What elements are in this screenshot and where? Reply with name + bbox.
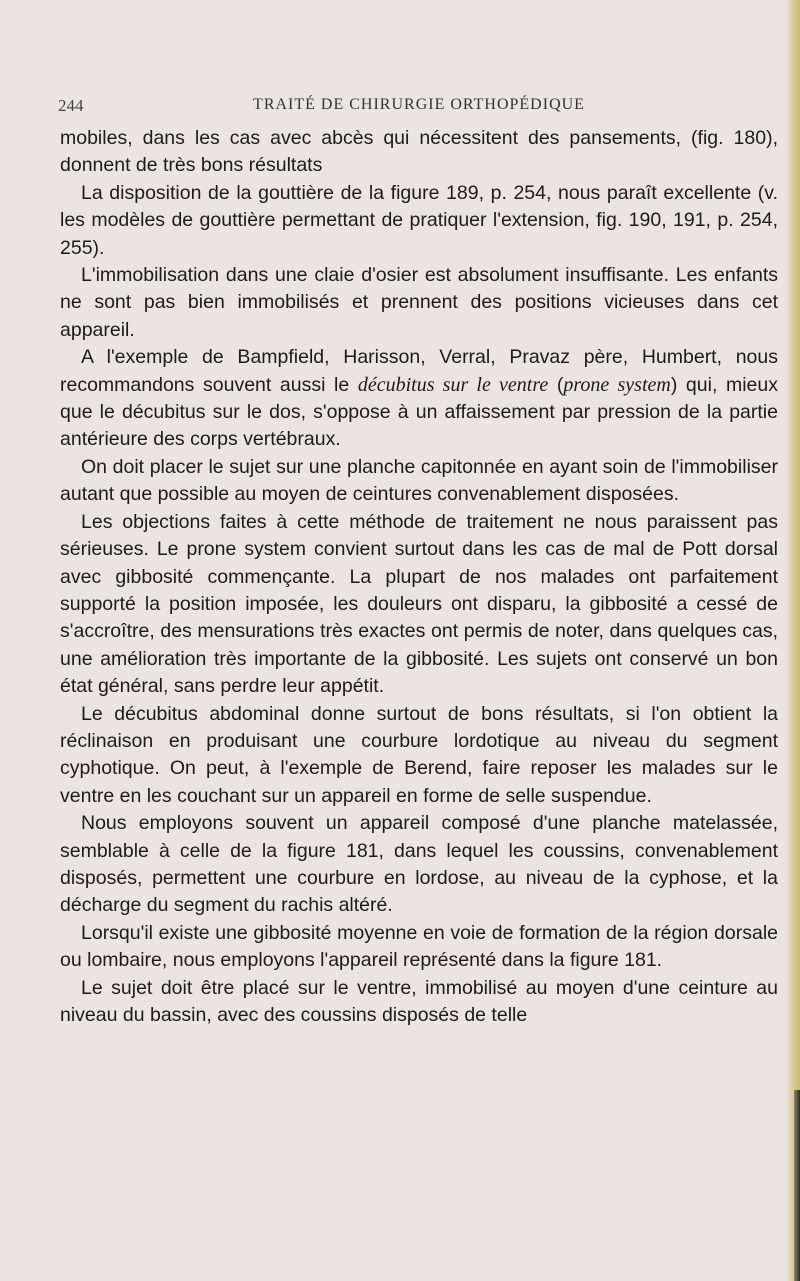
paragraph: mobiles, dans les cas avec abcès qui nécessitent des pansements, (fig. 180), donnent de très bons résultats: [60, 127, 778, 177]
text-span: (: [548, 373, 564, 396]
page-edge-shadow: [794, 1090, 800, 1281]
paragraph: Lorsqu'il existe une gibbosité moyenne en voie de formation de la région dorsale ou lombaire, nous employons l'appareil représenté dans la figure 181.: [60, 921, 778, 972]
running-title: TRAITÉ DE CHIRURGIE ORTHOPÉDIQUE: [253, 96, 585, 113]
paragraph: [60, 344, 778, 454]
page-number: 244: [58, 96, 84, 115]
text-span: ) qui, mieux que le décubitus sur le dos, s'oppose à un affaissement par pression de la partie antérieure des corps vertébraux.: [60, 373, 778, 451]
paragraph: Nous employons souvent un appareil composé d'une planche matelassée, semblable à celle de la figure 181, dans lequel les coussins, convenablement disposés, permettent une courbure en lordose, au niveau de la cyphose, et la décharge du segment du rachis altéré.: [60, 812, 778, 917]
paragraph: L'immobilisation dans une claie d'osier est absolument insuffisante. Les enfants ne sont pas bien immobilisés et prennent des positions vicieuses dans cet appareil.: [60, 264, 778, 341]
italic-term: décubitus sur le ventre: [357, 373, 549, 396]
text-span: A l'exemple de Bampfield, Harisson, Verral, Pravaz père, Humbert, nous recommandons souvent aussi le: [60, 346, 778, 396]
paragraph: Le décubitus abdominal donne surtout de bons résultats, si l'on obtient la réclinaison en produisant une courbure lordotique au niveau du segment cyphotique. On peut, à l'exemple de Berend, faire reposer les malades sur le ventre en les couchant sur un appareil en forme de selle suspendue.: [60, 702, 778, 807]
paragraph: On doit placer le sujet sur une planche capitonnée en ayant soin de l'immobiliser autant que possible au moyen de ceintures convenablement disposées.: [60, 455, 778, 506]
paragraph: Les objections faites à cette méthode de traitement ne nous paraissent pas sérieuses. Le prone system convient surtout dans les cas de mal de Pott dorsal avec gibbosité commençante. La plupart de nos malades ont parfaitement supporté la position imposée, les douleurs ont disparu, la gibbosité a cessé de s'accroître, des mensurations très exactes ont permis de noter, dans quelques cas, une amélioration très importante de la gibbosité. Les sujets ont conservé un bon état général, sans perdre leur appétit.: [60, 510, 778, 698]
page-header: [58, 96, 780, 120]
italic-term: prone system: [563, 373, 671, 396]
body-text: [60, 125, 778, 1029]
page-edge: [786, 0, 800, 1281]
paragraph: La disposition de la gouttière de la figure 189, p. 254, nous paraît excellente (v. les modèles de gouttière permettant de pratiquer l'extension, fig. 190, 191, p. 254, 255).: [60, 181, 778, 259]
paragraph: Le sujet doit être placé sur le ventre, immobilisé au moyen d'une ceinture au niveau du bassin, avec des coussins disposés de telle: [60, 976, 778, 1026]
